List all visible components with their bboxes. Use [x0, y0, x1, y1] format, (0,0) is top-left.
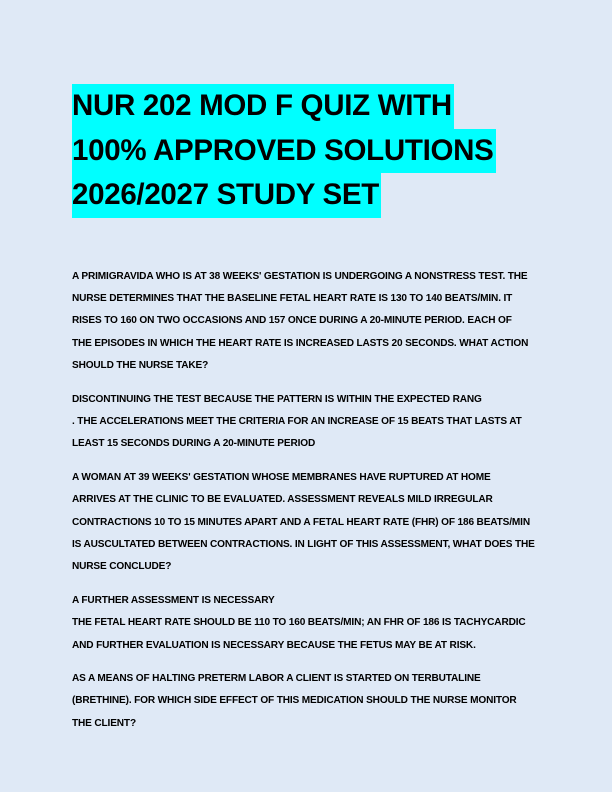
text-line: A FURTHER ASSESSMENT IS NECESSARY [72, 594, 275, 606]
question-2 [72, 467, 542, 579]
text-line: SHOULD THE NURSE TAKE? [72, 360, 209, 372]
text-line: NURSE DETERMINES THAT THE BASELINE FETAL HEART RATE IS 130 TO 140 BEATS/MIN. IT [72, 292, 513, 304]
question-1 [72, 266, 542, 378]
text-line: THE FETAL HEART RATE SHOULD BE 110 TO 160 BEATS/MIN; AN FHR OF 186 IS TACHYCARDIC [72, 617, 526, 629]
text-line: DISCONTINUING THE TEST BECAUSE THE PATTERN IS WITHIN THE EXPECTED RANG [72, 393, 482, 405]
text-line: ARRIVES AT THE CLINIC TO BE EVALUATED. ASSESSMENT REVEALS MILD IRREGULAR [72, 494, 493, 506]
document-body [72, 266, 542, 736]
text-line: A PRIMIGRAVIDA WHO IS AT 38 WEEKS' GESTATION IS UNDERGOING A NONSTRESS TEST. THE [72, 270, 528, 282]
text-line: THE CLIENT? [72, 717, 136, 729]
title-line-3: 2026/2027 STUDY SET [72, 173, 381, 218]
title-line-1: NUR 202 MOD F QUIZ WITH [72, 84, 454, 129]
text-line: AS A MEANS OF HALTING PRETERM LABOR A CLIENT IS STARTED ON TERBUTALINE [72, 673, 481, 684]
text-line: A WOMAN AT 39 WEEKS' GESTATION WHOSE MEMBRANES HAVE RUPTURED AT HOME [72, 471, 491, 483]
text-line: NURSE CONCLUDE? [72, 561, 172, 573]
document-page [72, 84, 542, 746]
text-line: AND FURTHER EVALUATION IS NECESSARY BECAUSE THE FETUS MAY BE AT RISK. [72, 639, 476, 651]
answer-2 [72, 590, 542, 657]
text-line: CONTRACTIONS 10 TO 15 MINUTES APART AND A FETAL HEART RATE (FHR) OF 186 BEATS/MIN [72, 516, 530, 528]
document-title [72, 84, 542, 218]
text-line: THE EPISODES IN WHICH THE HEART RATE IS INCREASED LASTS 20 SECONDS. WHAT ACTION [72, 337, 529, 349]
text-line: . THE ACCELERATIONS MEET THE CRITERIA FOR AN INCREASE OF 15 BEATS THAT LASTS AT [72, 415, 522, 427]
text-line: (BRETHINE). FOR WHICH SIDE EFFECT OF THIS MEDICATION SHOULD THE NURSE MONITOR [72, 695, 517, 707]
text-line: IS AUSCULTATED BETWEEN CONTRACTIONS. IN LIGHT OF THIS ASSESSMENT, WHAT DOES THE [72, 538, 535, 550]
text-line: LEAST 15 SECONDS DURING A 20-MINUTE PERIOD [72, 438, 316, 450]
title-line-2: 100% APPROVED SOLUTIONS [72, 129, 496, 174]
answer-1 [72, 389, 542, 456]
question-3 [72, 668, 542, 735]
text-line: RISES TO 160 ON TWO OCCASIONS AND 157 ONCE DURING A 20-MINUTE PERIOD. EACH OF [72, 315, 512, 327]
